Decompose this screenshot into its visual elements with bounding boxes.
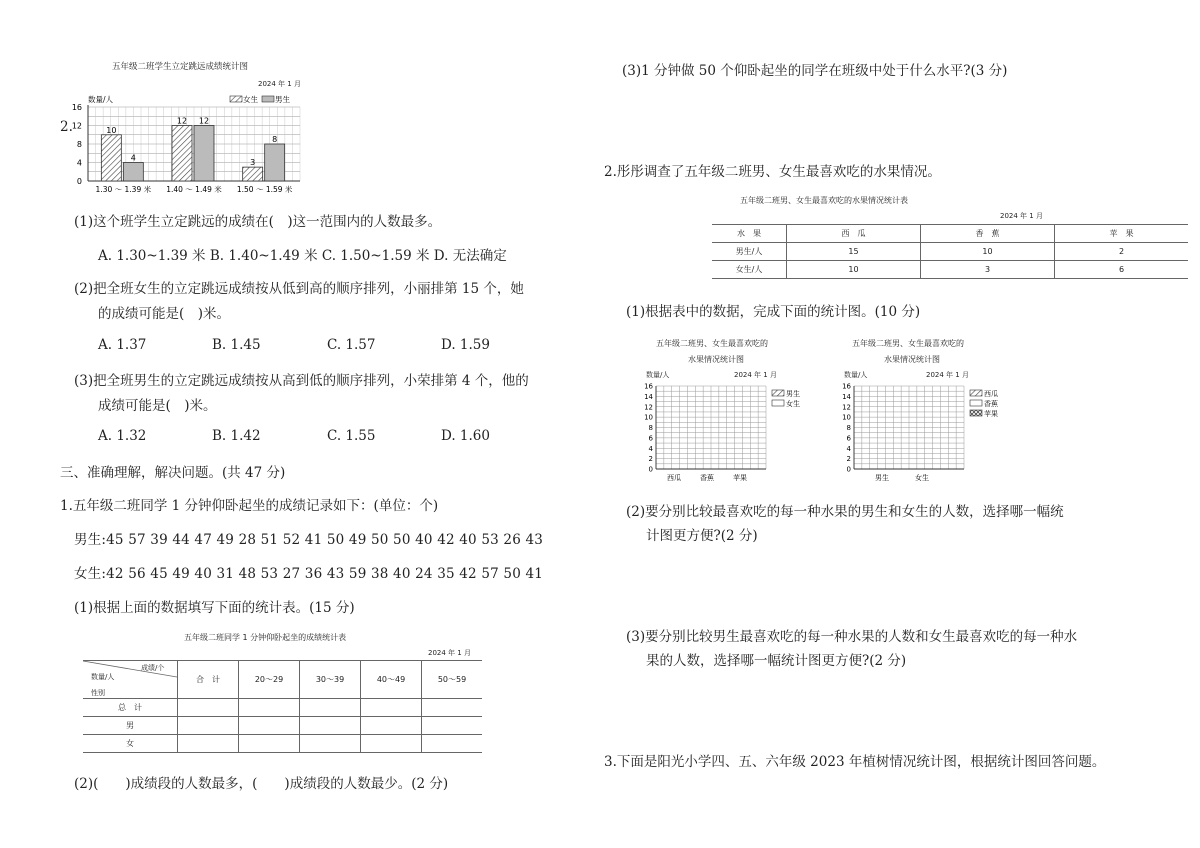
jump-chart-date: 2024 年 1 月: [258, 80, 301, 88]
header-30-39: 30～39: [300, 661, 361, 699]
chartA-title-line2: 水果情况统计图: [688, 355, 744, 364]
y-tick-label: 4: [846, 444, 851, 453]
fruit-header-label: 水 果: [712, 225, 787, 243]
q3-option-b: B. 1.42: [212, 428, 261, 444]
chartB-ylabel: 数量/人: [844, 371, 868, 379]
cell-empty[interactable]: [422, 717, 483, 735]
y-tick-label: 10: [644, 413, 653, 422]
table-cell: 10: [921, 243, 1055, 261]
fruit-header-banana: 香 蕉: [921, 225, 1055, 243]
bar: [194, 126, 214, 182]
cell-empty[interactable]: [361, 699, 422, 717]
legend-swatch-girls: [230, 96, 242, 102]
corner-score-label: 成绩/个: [141, 664, 165, 672]
corner-gender-label: 性别: [91, 689, 105, 697]
legend-swatch: [970, 400, 982, 406]
legend-swatch: [970, 410, 982, 416]
y-tick-label: 0: [76, 177, 82, 186]
table-row: [83, 717, 482, 735]
jump-chart: [68, 88, 318, 196]
q2-line2: 的成绩可能是( )米。: [98, 306, 231, 322]
y-tick-label: 4: [648, 444, 653, 453]
legend-label: 西瓜: [984, 390, 998, 398]
legend-swatch-boys: [262, 96, 274, 102]
row-label-girls: 女: [83, 735, 178, 753]
corner-count-label: 数量/人: [91, 673, 115, 681]
x-tick-label: 1.40 ～ 1.49 米: [166, 185, 222, 194]
bar-value-label: 8: [272, 135, 278, 144]
fruit-chart-by-gender: [838, 380, 1008, 484]
q3-option-a: A. 1.32: [98, 428, 147, 444]
bar: [101, 135, 121, 181]
x-tick-label: 女生: [915, 474, 929, 482]
fruit-header-watermelon: 西 瓜: [787, 225, 921, 243]
table-corner-cell: [83, 661, 178, 699]
girls-scores: 女生:42 56 45 49 40 31 48 53 27 36 43 59 38 40 24 35 42 57 50 41: [74, 566, 544, 582]
header-50-59: 50～59: [422, 661, 483, 699]
p2-q3-line2: 果的人数，选择哪一幅统计图更方便?(2 分): [646, 653, 907, 669]
problem-2-intro: 2.彤彤调查了五年级二班男、女生最喜欢吃的水果情况。: [604, 164, 941, 180]
p2-q3-line1: (3)要分别比较男生最喜欢吃的每一种水果的人数和女生最喜欢吃的每一种水: [626, 629, 1078, 645]
legend-label: 香蕉: [984, 400, 998, 408]
bar: [172, 126, 192, 182]
legend-label: 女生: [786, 400, 800, 408]
y-tick-label: 8: [846, 424, 851, 432]
chartA-date: 2024 年 1 月: [734, 371, 777, 379]
fruit-table: [712, 224, 1188, 279]
table-row: [83, 699, 482, 717]
table-cell: 10: [787, 261, 921, 279]
fruit-chart-by-fruit: [640, 380, 810, 484]
y-tick-label: 2: [846, 455, 851, 464]
p2-q2-line2: 计图更方便?(2 分): [646, 528, 758, 544]
y-axis-label: 数量/人: [88, 95, 114, 104]
y-tick-label: 4: [76, 158, 82, 168]
cell-empty[interactable]: [422, 735, 483, 753]
section-3-heading: 三、准确理解，解决问题。(共 47 分): [60, 465, 286, 481]
question-number-2: 2.: [60, 119, 73, 135]
chartA-ylabel: 数量/人: [646, 371, 670, 379]
y-tick-label: 16: [644, 382, 653, 391]
problem-3-intro: 3.下面是阳光小学四、五、六年级 2023 年植树情况统计图，根据统计图回答问题。: [604, 754, 1106, 770]
cell-empty[interactable]: [178, 717, 239, 735]
x-tick-label: 西瓜: [667, 474, 681, 482]
y-tick-label: 0: [648, 465, 653, 474]
q2-option-a: A. 1.37: [98, 337, 147, 353]
row-label-boys: 男生/人: [712, 243, 787, 261]
legend-label: 男生: [786, 390, 800, 398]
y-tick-label: 12: [71, 121, 82, 131]
header-total: 合 计: [178, 661, 239, 699]
y-tick-label: 14: [644, 392, 653, 401]
y-tick-label: 16: [71, 103, 82, 112]
legend-label: 苹果: [984, 410, 998, 418]
bar-value-label: 10: [106, 125, 117, 135]
situp-table-title: 五年级二班同学 1 分钟仰卧起坐的成绩统计表: [184, 633, 347, 642]
cell-empty[interactable]: [422, 699, 483, 717]
y-tick-label: 6: [648, 434, 653, 443]
legend-label-girls: 女生: [243, 95, 258, 104]
bar: [265, 144, 285, 181]
y-tick-label: 0: [846, 465, 851, 474]
fruit-table-title: 五年级二班男、女生最喜欢吃的水果情况统计表: [740, 196, 908, 205]
p1-q2-text: (2)( )成绩段的人数最多，( )成绩段的人数最少。(2 分): [74, 776, 449, 792]
q2-option-d: D. 1.59: [441, 337, 490, 353]
x-tick-label: 香蕉: [700, 474, 714, 482]
table-cell: 15: [787, 243, 921, 261]
bar-value-label: 4: [130, 153, 136, 163]
y-tick-label: 12: [644, 403, 653, 412]
q2-option-b: B. 1.45: [212, 337, 261, 353]
x-tick-label: 1.30 ～ 1.39 米: [95, 185, 152, 194]
table-cell: 3: [921, 261, 1055, 279]
x-tick-label: 1.50 ～ 1.59 米: [236, 185, 293, 194]
cell-empty[interactable]: [361, 735, 422, 753]
fruit-header-apple: 苹 果: [1055, 225, 1189, 243]
situp-table: [83, 660, 482, 753]
q2-line1: (2)把全班女生的立定跳远成绩按从低到高的顺序排列，小丽排第 15 个，她: [74, 281, 524, 297]
cell-empty[interactable]: [239, 699, 300, 717]
q3-line2: 成绩可能是( )米。: [98, 398, 217, 414]
x-tick-label: 男生: [875, 474, 889, 482]
legend-label-boys: 男生: [275, 95, 290, 104]
legend-swatch: [970, 390, 982, 396]
y-tick-label: 8: [76, 140, 82, 149]
bar: [243, 167, 263, 181]
header-40-49: 40～49: [361, 661, 422, 699]
header-20-29: 20～29: [239, 661, 300, 699]
y-tick-label: 8: [648, 424, 653, 432]
table-cell: 6: [1055, 261, 1189, 279]
bar-value-label: 12: [176, 116, 188, 126]
q1-text: (1)这个班学生立定跳远的成绩在( )这一范围内的人数最多。: [74, 214, 442, 230]
row-label-total: 总 计: [83, 699, 178, 717]
table-row: [83, 735, 482, 753]
q3-option-c: C. 1.55: [327, 428, 376, 444]
fruit-table-date: 2024 年 1 月: [1000, 212, 1043, 220]
y-tick-label: 2: [648, 455, 653, 464]
chartB-date: 2024 年 1 月: [926, 371, 969, 379]
row-label-boys: 男: [83, 717, 178, 735]
cell-empty[interactable]: [300, 717, 361, 735]
cell-empty[interactable]: [361, 717, 422, 735]
chartA-title-line1: 五年级二班男、女生最喜欢吃的: [656, 339, 768, 348]
cell-empty[interactable]: [178, 699, 239, 717]
y-tick-label: 12: [842, 403, 851, 412]
p2-q1-text: (1)根据表中的数据，完成下面的统计图。(10 分): [626, 304, 921, 320]
cell-empty[interactable]: [239, 735, 300, 753]
table-cell: 2: [1055, 243, 1189, 261]
cell-empty[interactable]: [178, 735, 239, 753]
y-tick-label: 6: [846, 434, 851, 443]
table-row: [712, 261, 1188, 279]
bar-value-label: 12: [198, 116, 210, 126]
q3-option-d: D. 1.60: [441, 428, 490, 444]
problem-1-intro: 1.五年级二班同学 1 分钟仰卧起坐的成绩记录如下：(单位：个): [60, 498, 439, 514]
boys-scores: 男生:45 57 39 44 47 49 28 51 52 41 50 49 50 50 40 42 40 53 26 43: [74, 532, 544, 548]
jump-chart-title: 五年级二班学生立定跳远成绩统计图: [112, 62, 249, 72]
y-tick-label: 16: [842, 382, 851, 391]
cell-empty[interactable]: [300, 699, 361, 717]
y-tick-label: 14: [842, 392, 851, 401]
legend-swatch: [772, 390, 784, 396]
chartB-title-line2: 水果情况统计图: [884, 355, 940, 364]
p1-q3-text: (3)1 分钟做 50 个仰卧起坐的同学在班级中处于什么水平?(3 分): [622, 63, 1008, 79]
legend-swatch: [772, 400, 784, 406]
q2-option-c: C. 1.57: [327, 337, 376, 353]
row-label-girls: 女生/人: [712, 261, 787, 279]
chartB-title-line1: 五年级二班男、女生最喜欢吃的: [852, 339, 964, 348]
q3-line1: (3)把全班男生的立定跳远成绩按从高到低的顺序排列，小荣排第 4 个，他的: [74, 373, 529, 389]
cell-empty[interactable]: [239, 717, 300, 735]
p1-q1-text: (1)根据上面的数据填写下面的统计表。(15 分): [74, 600, 355, 616]
q1-options: A. 1.30~1.39 米 B. 1.40~1.49 米 C. 1.50~1.59 米 D. 无法确定: [98, 248, 507, 264]
x-tick-label: 苹果: [733, 474, 747, 482]
y-tick-label: 10: [842, 413, 851, 422]
p2-q2-line1: (2)要分别比较最喜欢吃的每一种水果的男生和女生的人数，选择哪一幅统: [626, 504, 1064, 520]
situp-table-date: 2024 年 1 月: [428, 649, 471, 657]
table-row: [712, 243, 1188, 261]
bar: [123, 163, 143, 182]
bar-value-label: 3: [250, 158, 256, 168]
cell-empty[interactable]: [300, 735, 361, 753]
